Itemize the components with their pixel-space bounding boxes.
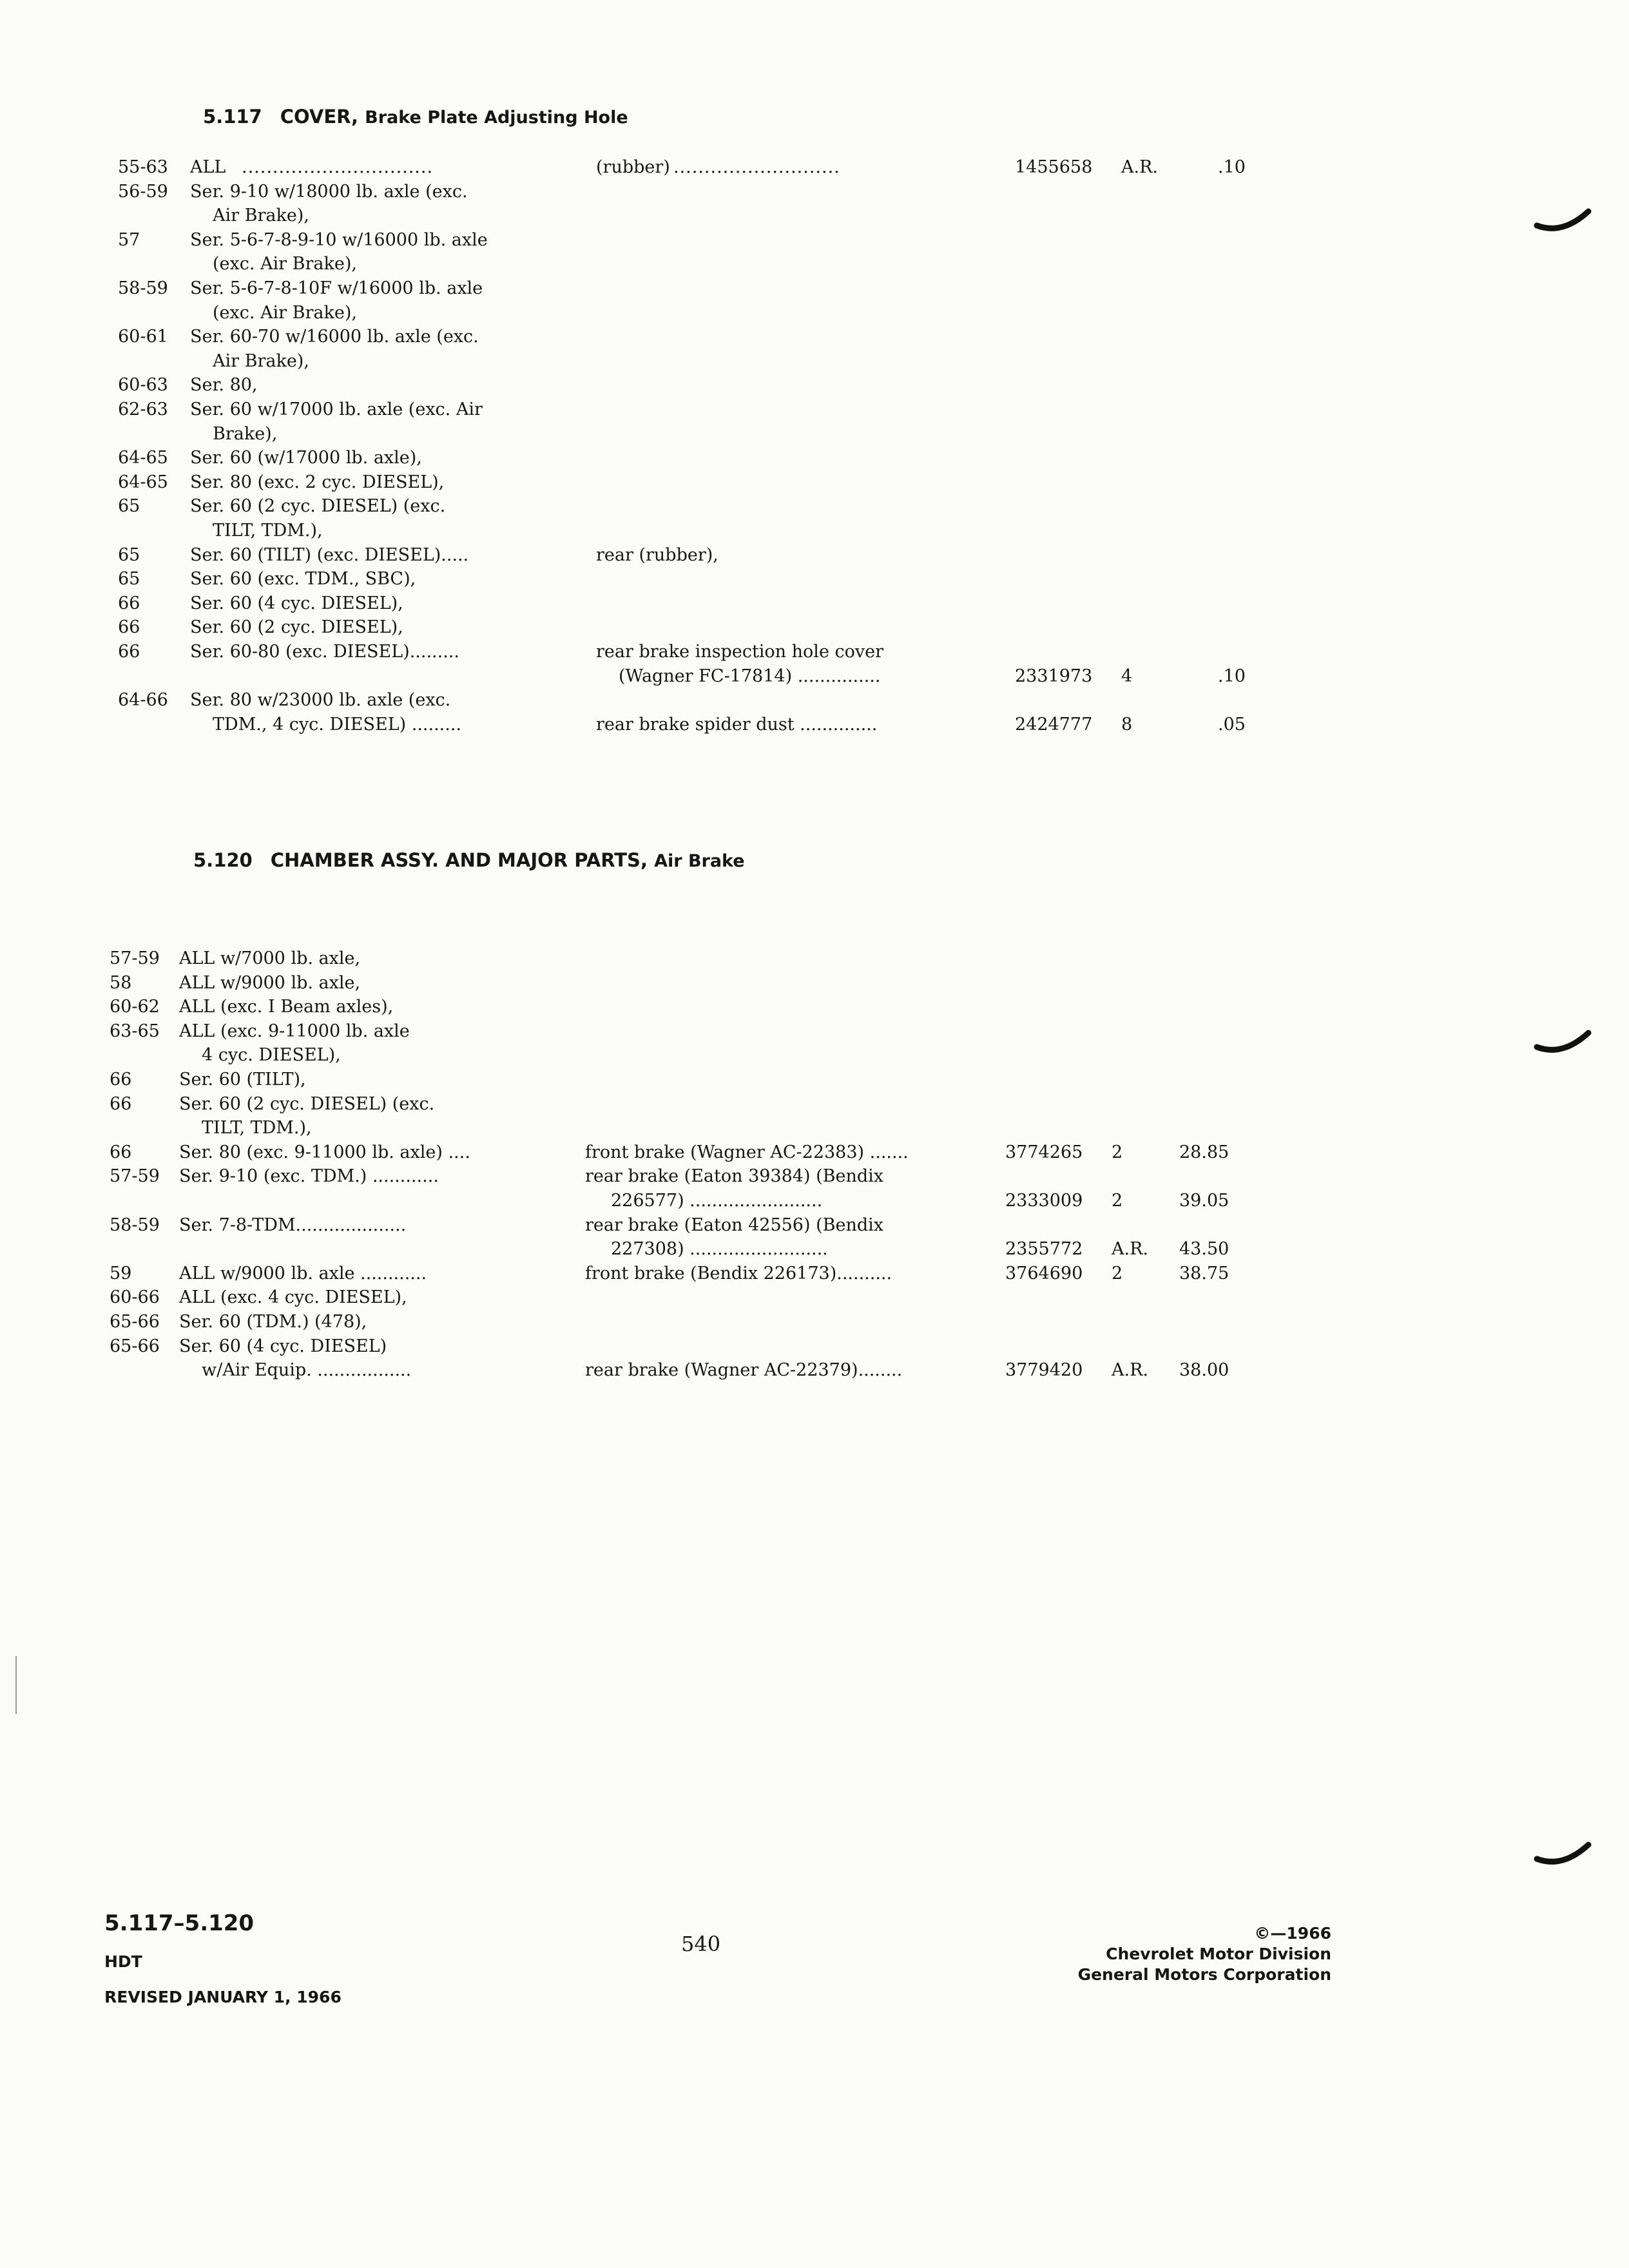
price: .10 [1218, 666, 1246, 686]
price: 39.05 [1179, 1191, 1229, 1211]
application-text: Ser. 7-8-TDM.................... [179, 1215, 407, 1235]
application-text: (exc. Air Brake), [213, 302, 357, 323]
section-117-heading: COVER, [280, 106, 359, 128]
model-year: 57-59 [110, 1166, 160, 1187]
application-text: ALL w/9000 lb. axle ............ [179, 1263, 427, 1283]
quantity: 8 [1121, 714, 1133, 735]
binder-mark-bottom [1534, 1840, 1592, 1872]
model-year: 65-66 [110, 1336, 160, 1356]
model-year: 60-63 [118, 375, 168, 396]
price: 43.50 [1179, 1239, 1229, 1260]
price: .10 [1218, 157, 1246, 177]
application-text: ALL w/9000 lb. axle, [179, 972, 361, 993]
application-text: Ser. 60 (TILT), [179, 1070, 306, 1090]
model-year: 64-65 [118, 448, 168, 468]
quantity: 4 [1121, 666, 1133, 686]
section-117-subtitle: Brake Plate Adjusting Hole [365, 108, 628, 128]
part-number: 3774265 [1005, 1142, 1083, 1162]
application-text: Brake), [213, 423, 278, 444]
part-number: 2424777 [1015, 714, 1093, 735]
leader-dots: ........................... [673, 157, 840, 177]
application-text: Air Brake), [213, 351, 309, 371]
footer-section-range: 5.117–5.120 [104, 1910, 255, 1936]
section-120-title [193, 849, 745, 871]
application-text: ALL (exc. I Beam axles), [179, 997, 394, 1017]
model-year: 66 [118, 617, 140, 638]
application-text: Ser. 60 (w/17000 lb. axle), [190, 448, 422, 468]
section-117-title [203, 106, 628, 128]
application-text: Ser. 60 (2 cyc. DIESEL) (exc. [179, 1093, 435, 1114]
model-year: 65 [118, 569, 140, 590]
application-text: ALL (exc. 9-11000 lb. axle [179, 1021, 410, 1041]
application-text: TILT, TDM.), [213, 521, 323, 541]
application-text: Ser. 80 w/23000 lb. axle (exc. [190, 690, 451, 711]
part-description: rear brake (Eaton 42556) (Bendix [585, 1215, 883, 1235]
part-description: rear brake (Wagner AC-22379)........ [585, 1360, 903, 1381]
part-number: 1455658 [1015, 157, 1093, 177]
model-year: 66 [118, 642, 140, 662]
part-description: 226577) ........................ [611, 1191, 823, 1211]
model-year: 66 [110, 1142, 132, 1162]
quantity: 2 [1112, 1142, 1123, 1162]
application-text: TILT, TDM.), [202, 1118, 312, 1139]
model-year: 64-66 [118, 690, 168, 711]
application-text: Ser. 60 w/17000 lb. axle (exc. Air [190, 399, 483, 419]
model-year: 59 [110, 1263, 132, 1283]
footer-corporation: General Motors Corporation [1077, 1965, 1331, 1984]
model-year: 63-65 [110, 1021, 160, 1041]
part-description: rear brake (Eaton 39384) (Bendix [585, 1166, 883, 1187]
quantity: A.R. [1121, 157, 1158, 177]
model-year: 57 [118, 229, 140, 250]
application-text: ALL w/7000 lb. axle, [179, 948, 361, 968]
footer-copyright: ©—1966 [1254, 1924, 1331, 1943]
part-description: front brake (Bendix 226173).......... [585, 1263, 892, 1283]
application-text: Ser. 60-70 w/16000 lb. axle (exc. [190, 327, 479, 347]
application-text: ALL [190, 157, 226, 177]
application-text: Ser. 60 (exc. TDM., SBC), [190, 569, 416, 590]
model-year: 60-61 [118, 327, 168, 347]
model-year: 58-59 [118, 278, 168, 298]
model-year: 64-65 [118, 472, 168, 492]
application-text: Ser. 5-6-7-8-9-10 w/16000 lb. axle [190, 229, 488, 250]
part-description: 227308) ......................... [611, 1239, 828, 1260]
model-year: 60-62 [110, 997, 160, 1017]
price: 38.75 [1179, 1263, 1229, 1283]
application-text: (exc. Air Brake), [213, 254, 357, 274]
section-120-subtitle: Air Brake [654, 851, 745, 871]
footer-revised: REVISED JANUARY 1, 1966 [104, 1988, 342, 2006]
price: .05 [1218, 714, 1246, 735]
quantity: A.R. [1112, 1239, 1148, 1260]
part-description: rear brake inspection hole cover [596, 642, 884, 662]
application-text: Ser. 60 (4 cyc. DIESEL), [190, 593, 403, 613]
model-year: 65 [118, 496, 140, 517]
quantity: 2 [1112, 1191, 1123, 1211]
part-description: rear brake spider dust .............. [596, 714, 878, 735]
application-text: Air Brake), [213, 206, 309, 226]
application-text: Ser. 60 (TILT) (exc. DIESEL)..... [190, 544, 469, 565]
section-117-number: 5.117 [203, 106, 262, 128]
part-number: 2333009 [1005, 1191, 1083, 1211]
model-year: 57-59 [110, 948, 160, 968]
application-text: Ser. 80 (exc. 2 cyc. DIESEL), [190, 472, 445, 492]
part-description: (Wagner FC-17814) ............... [619, 666, 881, 686]
model-year: 55-63 [118, 157, 168, 177]
price: 28.85 [1179, 1142, 1229, 1162]
application-text: TDM., 4 cyc. DIESEL) ......... [213, 714, 461, 735]
application-text: 4 cyc. DIESEL), [202, 1045, 341, 1066]
model-year: 66 [110, 1070, 132, 1090]
quantity: 2 [1112, 1263, 1123, 1283]
model-year: 60-66 [110, 1287, 160, 1308]
application-text: ALL (exc. 4 cyc. DIESEL), [179, 1287, 407, 1308]
model-year: 65-66 [110, 1312, 160, 1332]
model-year: 56-59 [118, 181, 168, 202]
binder-mark-top [1534, 206, 1592, 238]
application-text: Ser. 5-6-7-8-10F w/16000 lb. axle [190, 278, 483, 298]
page-number: 540 [681, 1932, 721, 1956]
application-text: Ser. 9-10 (exc. TDM.) ............ [179, 1166, 439, 1187]
margin-tick [15, 1656, 17, 1714]
application-text: Ser. 60-80 (exc. DIESEL)......... [190, 642, 459, 662]
model-year: 58 [110, 972, 132, 993]
model-year: 66 [118, 593, 140, 613]
binder-mark-middle [1534, 1028, 1592, 1060]
part-number: 2355772 [1005, 1239, 1083, 1260]
part-number: 3764690 [1005, 1263, 1083, 1283]
price: 38.00 [1179, 1360, 1229, 1381]
part-description: (rubber) [596, 157, 670, 177]
model-year: 66 [110, 1093, 132, 1114]
part-description: front brake (Wagner AC-22383) ....... [585, 1142, 909, 1162]
part-description: rear (rubber), [596, 544, 718, 565]
part-number: 2331973 [1015, 666, 1093, 686]
application-text: Ser. 60 (4 cyc. DIESEL) [179, 1336, 387, 1356]
footer-copyright-block [1078, 1923, 1331, 1985]
application-text: Ser. 60 (TDM.) (478), [179, 1312, 367, 1332]
footer-model: HDT [104, 1952, 142, 1971]
leader-dots: ............................... [242, 157, 434, 177]
model-year: 58-59 [110, 1215, 160, 1235]
model-year: 62-63 [118, 399, 168, 419]
application-text: Ser. 9-10 w/18000 lb. axle (exc. [190, 181, 468, 202]
model-year: 65 [118, 544, 140, 565]
quantity: A.R. [1112, 1360, 1148, 1381]
application-text: w/Air Equip. ................. [202, 1360, 412, 1381]
application-text: Ser. 80 (exc. 9-11000 lb. axle) .... [179, 1142, 470, 1162]
application-text: Ser. 60 (2 cyc. DIESEL) (exc. [190, 496, 446, 517]
application-text: Ser. 60 (2 cyc. DIESEL), [190, 617, 403, 638]
section-120-heading: CHAMBER ASSY. AND MAJOR PARTS, [270, 849, 648, 871]
footer-division: Chevrolet Motor Division [1106, 1945, 1331, 1963]
part-number: 3779420 [1005, 1360, 1083, 1381]
application-text: Ser. 80, [190, 375, 258, 396]
section-120-number: 5.120 [193, 849, 253, 871]
